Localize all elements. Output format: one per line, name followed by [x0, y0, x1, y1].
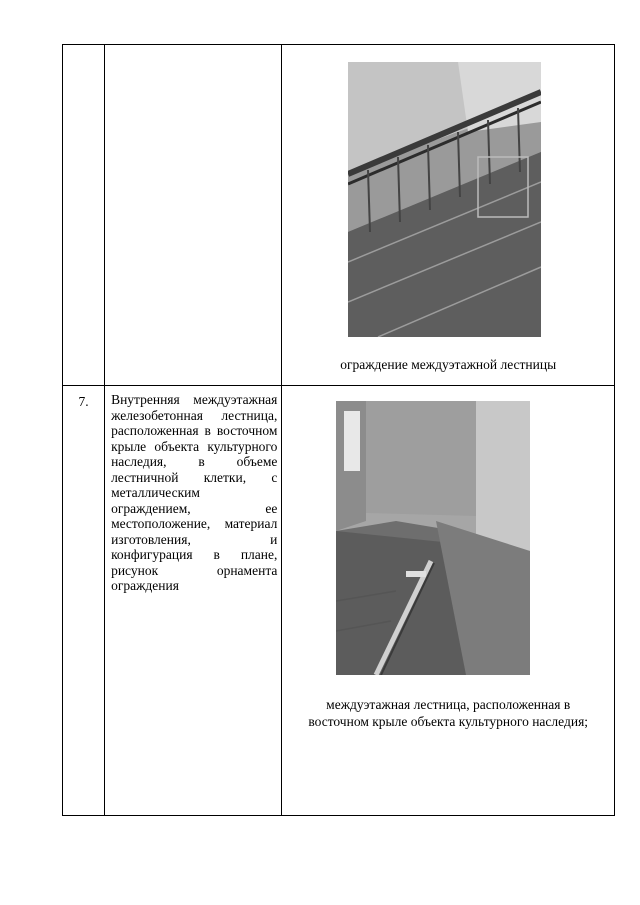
row-description [105, 45, 281, 51]
table-row [63, 45, 615, 386]
document-table [62, 44, 615, 816]
image-cell [282, 45, 615, 386]
image-cell [282, 386, 615, 816]
table-row [63, 386, 615, 816]
photo-caption: ограждение междуэтажной лестницы [340, 357, 557, 372]
row-number [63, 45, 104, 53]
staircase-photo [336, 401, 530, 675]
row-number: 7. [78, 394, 89, 409]
photo-caption [282, 696, 614, 730]
row-number-cell [63, 386, 105, 816]
row-description: Внутренняя междуэтажная железобетонная лестница, расположенная в восточном крыле объекта культурного наследия, в объеме лестничной клетки, с металлическим ограждением, ее местоположение, материал изготовления, и конфигурация в плане, рисунок орнамента ограждения [111, 392, 278, 593]
staircase-railing-photo [348, 62, 541, 337]
description-cell [105, 45, 282, 386]
row-number-cell [63, 45, 105, 386]
photo-caption-line1: междуэтажная лестница, расположенная в [326, 697, 571, 712]
photo-caption-line2: восточном крыле объекта культурного наследия; [308, 714, 589, 729]
description-cell [105, 386, 282, 816]
